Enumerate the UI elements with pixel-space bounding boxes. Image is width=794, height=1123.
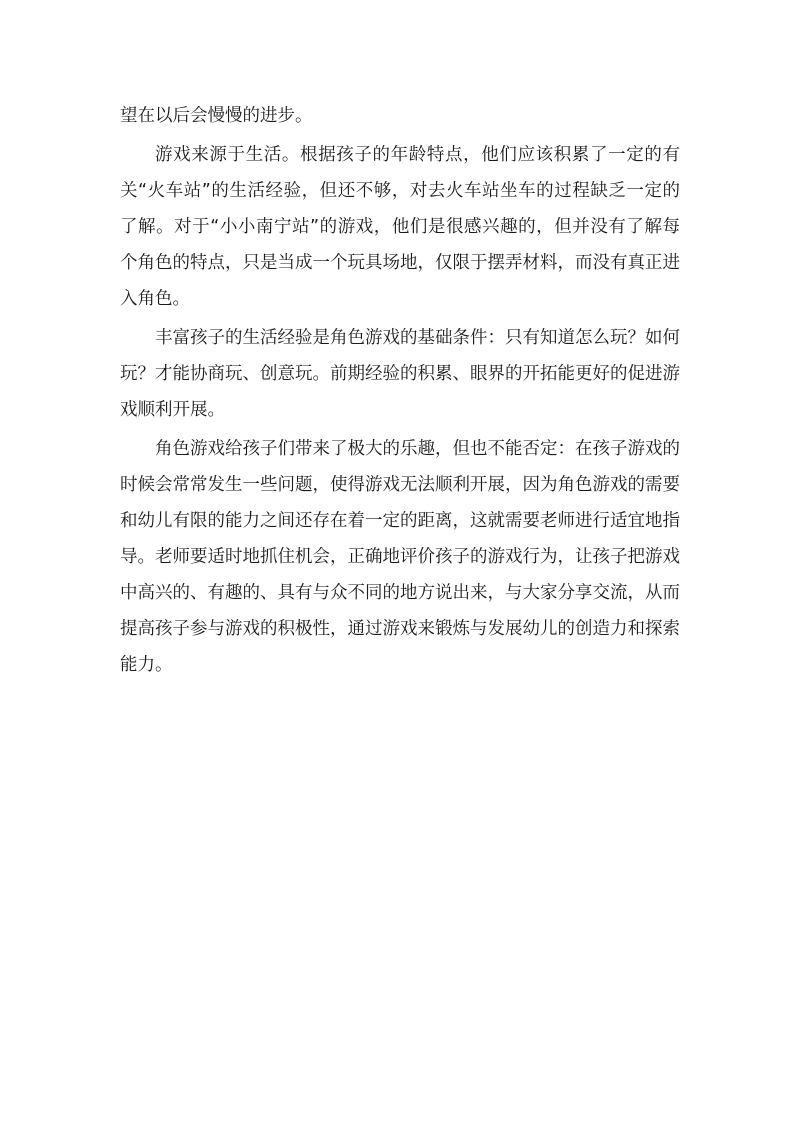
paragraph-game-origin: 游戏来源于生活。根据孩子的年龄特点，他们应该积累了一定的有关“火车站”的生活经验，但还不够，对去火车站坐车的过程缺乏一定的了解。对于“小小南宁站”的游戏，他们是很感兴趣的，但并没有了解每个角色的特点，只是当成一个玩具场地，仅限于摆弄材料，而没有真正进入角色。 <box>120 145 680 309</box>
document-body <box>120 98 680 686</box>
paragraph-teacher-guidance: 角色游戏给孩子们带来了极大的乐趣，但也不能否定：在孩子游戏的时候会常常发生一些问题，使得游戏无法顺利开展，因为角色游戏的需要和幼儿有限的能力之间还存在着一定的距离，这就需要老师进行适宜地指导。老师要适时地抓住机会，正确地评价孩子的游戏行为，让孩子把游戏中高兴的、有趣的、具有与众不同的地方说出来，与大家分享交流，从而提高孩子参与游戏的积极性，通过游戏来锻炼与发展幼儿的创造力和探索能力。 <box>120 439 680 675</box>
paragraph-continuation: 望在以后会慢慢的进步。 <box>120 106 313 126</box>
paragraph-life-experience: 丰富孩子的生活经验是角色游戏的基础条件：只有知道怎么玩？如何玩？才能协商玩、创意玩。前期经验的积累、眼界的开拓能更好的促进游戏顺利开展。 <box>120 328 680 420</box>
